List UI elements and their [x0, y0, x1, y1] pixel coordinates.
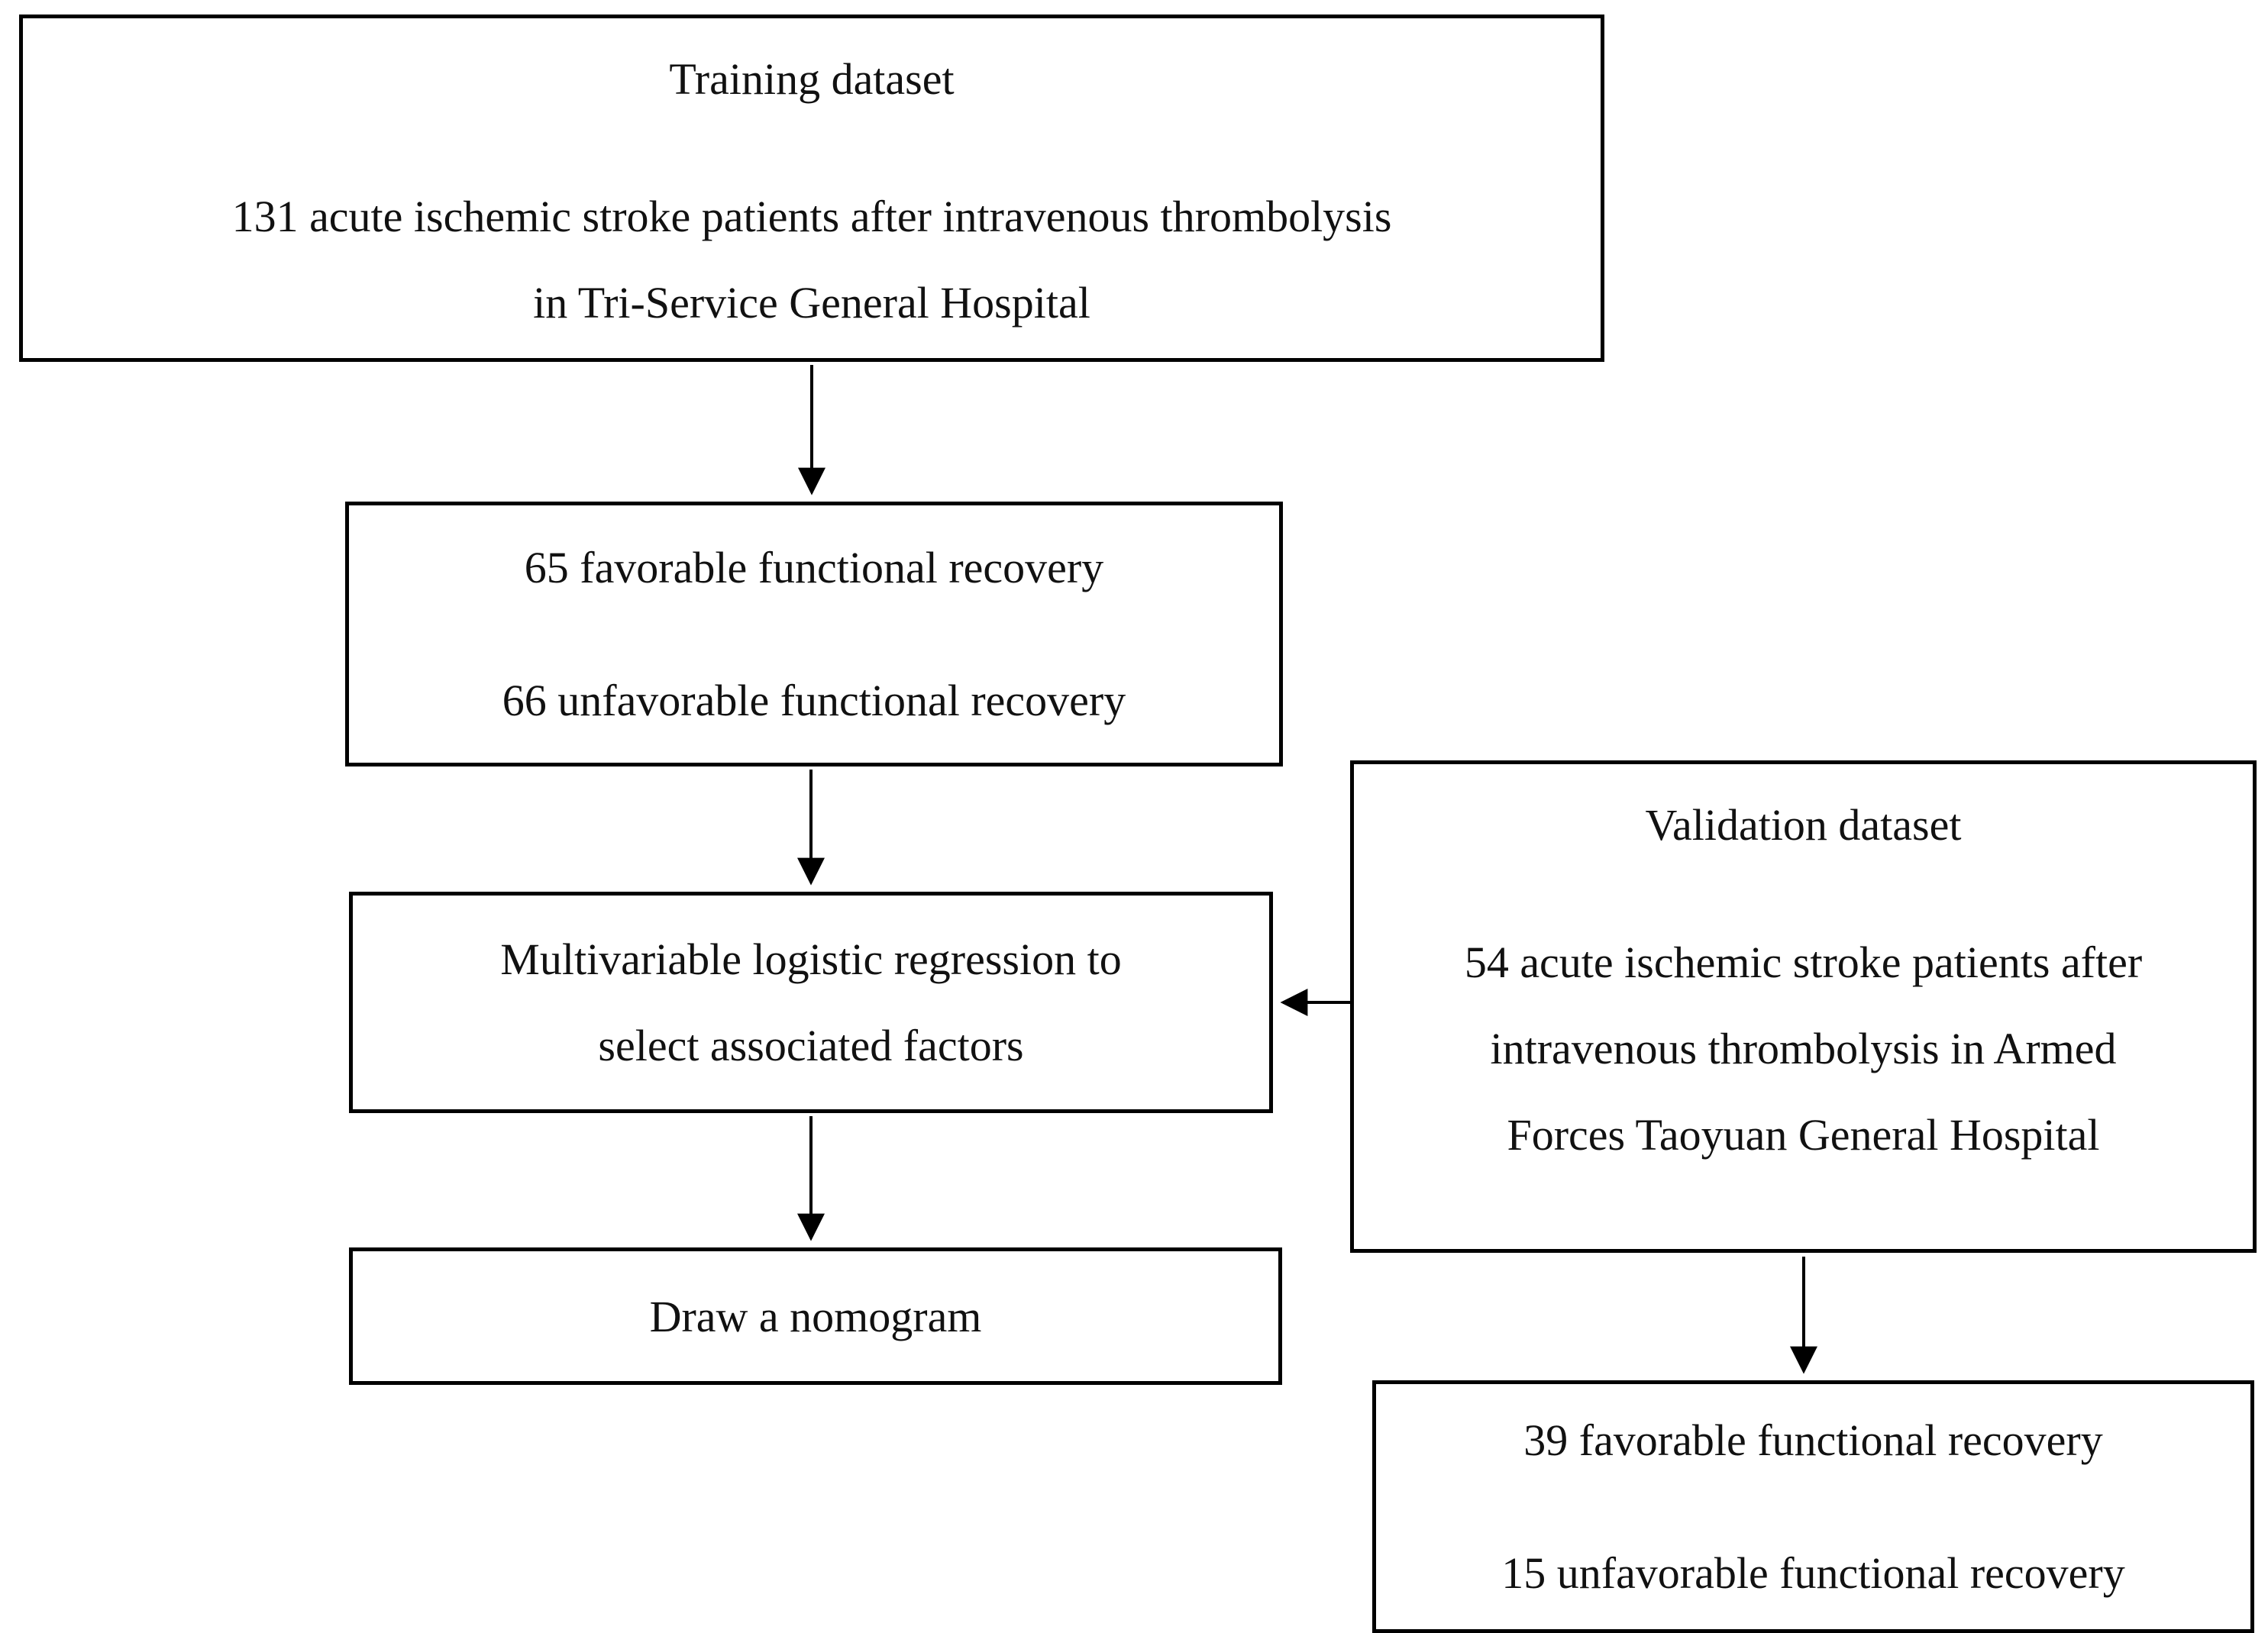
- training-dataset-title: Training dataset: [669, 54, 955, 104]
- nomogram-label: Draw a nomogram: [649, 1291, 982, 1341]
- regression-box: [349, 892, 1273, 1113]
- training-favorable-count: 65 favorable functional recovery: [524, 542, 1104, 592]
- training-dataset-line-1: 131 acute ischemic stroke patients after intravenous thrombolysis: [231, 191, 1392, 241]
- training-dataset-line-2: in Tri-Service General Hospital: [533, 277, 1090, 328]
- nomogram-box: [349, 1247, 1282, 1385]
- validation-dataset-line-2: intravenous thrombolysis in Armed: [1490, 1023, 2117, 1073]
- validation-dataset-title: Validation dataset: [1645, 800, 1962, 850]
- training-outcome-box: [345, 502, 1283, 766]
- validation-unfavorable-count: 15 unfavorable functional recovery: [1501, 1547, 2125, 1598]
- regression-line-2: select associated factors: [598, 1021, 1024, 1070]
- training-dataset-body: [23, 173, 1601, 346]
- validation-dataset-line-1: 54 acute ischemic stroke patients after: [1464, 937, 2143, 987]
- validation-dataset-line-3: Forces Taoyuan General Hospital: [1507, 1109, 2100, 1160]
- validation-dataset-box: [1350, 760, 2257, 1253]
- validation-outcome-box: [1372, 1380, 2254, 1633]
- validation-favorable-count: 39 favorable functional recovery: [1523, 1415, 2103, 1465]
- training-dataset-box: [19, 15, 1604, 362]
- training-unfavorable-count: 66 unfavorable functional recovery: [502, 675, 1126, 725]
- validation-dataset-body: [1354, 919, 2253, 1178]
- regression-line-1: Multivariable logistic regression to: [500, 934, 1122, 984]
